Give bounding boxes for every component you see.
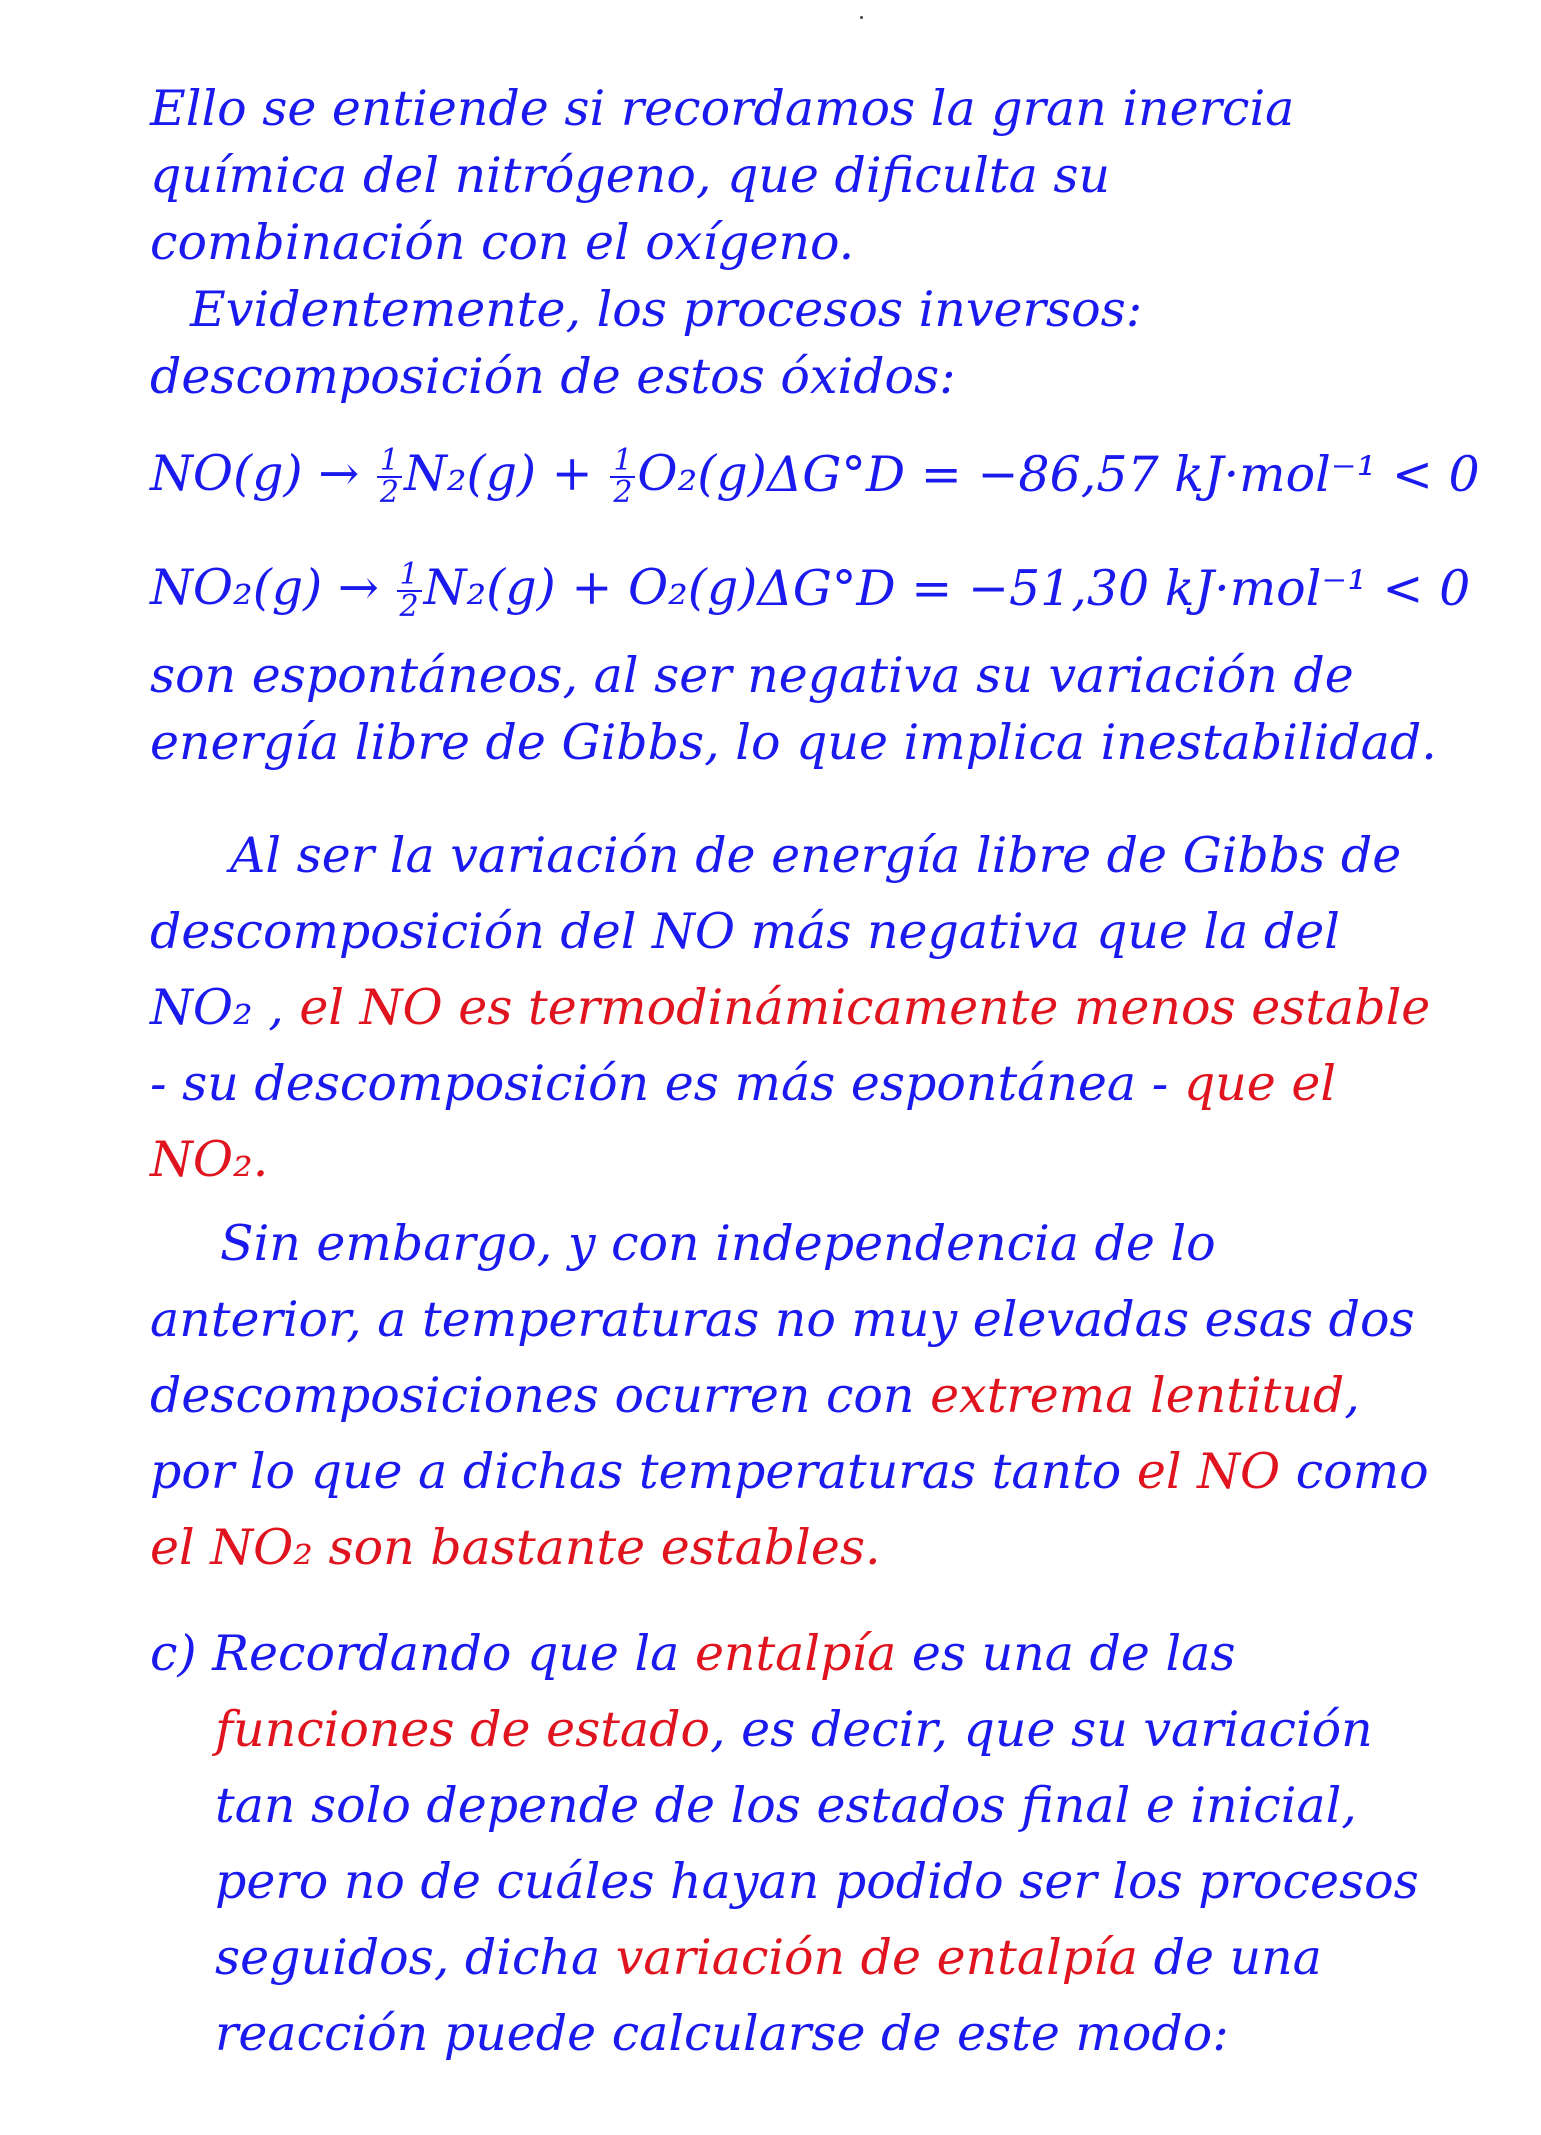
text-span: c) Recordando que la	[150, 1625, 695, 1682]
highlight-red: funciones de estado	[215, 1701, 711, 1758]
gibbs-energy-value: ΔG°D = −51,30 kJ·mol⁻¹ < 0	[757, 559, 1471, 617]
fraction-numerator: 1	[397, 560, 422, 592]
highlight-red: entalpía	[694, 1625, 897, 1682]
text-span: de una reacción puede calcularse de este modo:	[215, 1929, 1322, 2062]
fraction-numerator: 1	[377, 446, 402, 478]
ink-dot	[860, 16, 863, 19]
highlight-red: el NO	[1136, 1443, 1281, 1500]
fraction-half	[377, 443, 402, 511]
text-span: es una de las	[896, 1625, 1236, 1682]
reactant: NO(g)	[150, 444, 303, 502]
reactant: NO₂(g)	[150, 558, 323, 616]
highlight-red: variación de entalpía	[615, 1929, 1139, 1986]
text-span: Al ser la variación de energía libre de Gibbs de descomposición del NO más negativa que la del NO₂ ,	[150, 827, 1402, 1036]
reaction-arrow: →	[318, 444, 360, 502]
fraction-denominator: 2	[379, 475, 399, 511]
fraction-half	[397, 557, 422, 625]
text-span: , por lo que a dichas temperaturas tanto	[150, 1367, 1360, 1500]
product-n2: N₂(g)	[423, 558, 556, 616]
reaction-arrow: →	[337, 558, 379, 616]
text-span: como	[1280, 1443, 1429, 1500]
fraction-numerator: 1	[610, 446, 635, 478]
highlight-red: el NO₂ son bastante estables.	[150, 1519, 881, 1576]
product-o2: O₂(g)	[627, 558, 758, 616]
fraction-denominator: 2	[613, 475, 633, 511]
gibbs-energy-value: ΔG°D = −86,57 kJ·mol⁻¹ < 0	[766, 445, 1480, 503]
text-span: - su descomposición es más espontánea -	[150, 1055, 1184, 1112]
highlight-red: el NO es termodinámicamente menos estable	[299, 979, 1431, 1036]
paragraph-inverse-processes: Evidentemente, los procesos inversos: descomposición de estos óxidos:	[150, 281, 1143, 405]
text-span: Sin embargo, y con independencia de lo anterior, a temperaturas no muy elevadas esas dos descomposiciones ocurren con	[150, 1215, 1415, 1424]
paragraph-nitrogen-inertia: Ello se entiende si recordamos la gran inercia química del nitrógeno, que dificulta su combinación con el oxígeno.	[150, 80, 1295, 271]
highlight-red: extrema lentitud	[930, 1367, 1345, 1424]
plus-sign: +	[551, 444, 593, 502]
text-span: , es decir, que su variación tan solo depende de los estados final e inicial, pero no de cuáles hayan podido ser los procesos seguidos, dicha	[215, 1701, 1419, 1986]
paragraph-kinetic-stability	[150, 1206, 1441, 1586]
highlight-red: que el NO₂.	[150, 1055, 1337, 1188]
paragraph-enthalpy	[150, 1616, 1441, 2072]
equation-no-decomposition	[150, 424, 1480, 524]
fraction-half	[610, 443, 635, 511]
product-o2: O₂(g)	[637, 444, 767, 502]
fraction-denominator: 2	[399, 589, 419, 625]
paragraph-stability-comparison	[150, 818, 1441, 1198]
equation-lhs	[150, 440, 767, 509]
product-n2: N₂(g)	[403, 444, 537, 502]
equation-lhs	[150, 554, 757, 623]
plus-sign: +	[571, 558, 613, 616]
equation-no2-decomposition	[150, 538, 1471, 638]
paragraph-spontaneous: son espontáneos, al ser negativa su variación de energía libre de Gibbs, lo que implica inestabilidad.	[150, 647, 1437, 771]
